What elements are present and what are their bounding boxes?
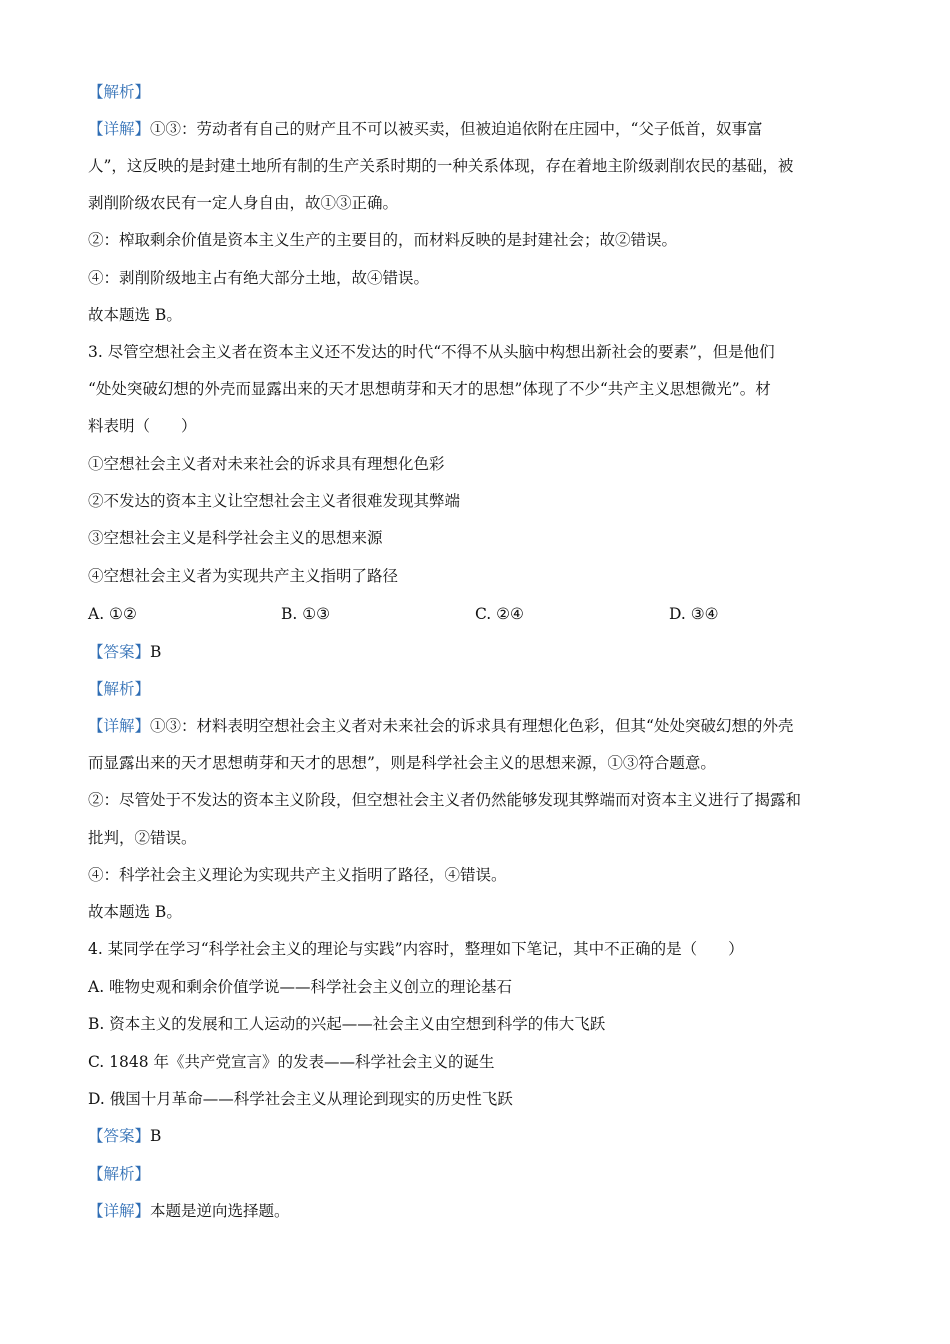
line-1: 【解析】 [88, 83, 151, 101]
q4-detail-line: 【详解】本题是逆向选择题。 [88, 1202, 290, 1220]
q4-option-b: B. 资本主义的发展和工人运动的兴起——社会主义由空想到科学的伟大飞跃 [88, 1015, 606, 1033]
line-6: ④：剥削阶级地主占有绝大部分土地，故④错误。 [88, 269, 430, 287]
option-c: C. ②④ [475, 605, 524, 623]
question-3-line-3: 料表明（ ） [88, 417, 197, 435]
option-d: D. ③④ [669, 605, 719, 623]
q4-option-c: C. 1848 年《共产党宣言》的发表——科学社会主义的诞生 [88, 1053, 495, 1071]
line-5: ②：榨取剩余价值是资本主义生产的主要目的，而材料反映的是封建社会；故②错误。 [88, 231, 678, 249]
detail-line-3: ②：尽管处于不发达的资本主义阶段，但空想社会主义者仍然能够发现其弊端而对资本主义进行了揭露和 [88, 791, 802, 809]
statement-2: ②不发达的资本主义让空想社会主义者很难发现其弊端 [88, 492, 461, 510]
question-3-line-1: 3. 尽管空想社会主义者在资本主义还不发达的时代“不得不从头脑中构想出新社会的要素”，但是他们 [88, 343, 775, 361]
line-2: 【详解】①③：劳动者有自己的财产且不可以被买卖，但被迫追依附在庄园中，“父子低首，奴事富 [88, 120, 763, 138]
detail-line-2: 而显露出来的天才思想萌芽和天才的思想”，则是科学社会主义的思想来源，①③符合题意。 [88, 754, 716, 772]
line-4: 剥削阶级农民有一定人身自由，故①③正确。 [88, 194, 399, 212]
question-3-line-2: “处处突破幻想的外壳而显露出来的天才思想萌芽和天才的思想”体现了不少“共产主义思想微光”。材 [88, 380, 771, 398]
statement-3: ③空想社会主义是科学社会主义的思想来源 [88, 529, 383, 547]
line-3: 人”，这反映的是封建土地所有制的生产关系时期的一种关系体现，存在着地主阶级剥削农民的基础，被 [88, 157, 794, 175]
analysis-heading: 【解析】 [88, 680, 151, 698]
detail-line-5: ④：科学社会主义理论为实现共产主义指明了路径，④错误。 [88, 866, 507, 884]
answer-line: 【答案】B [88, 643, 162, 661]
option-b: B. ①③ [281, 605, 331, 623]
q4-answer-line: 【答案】B [88, 1127, 162, 1145]
statement-1: ①空想社会主义者对未来社会的诉求具有理想化色彩 [88, 455, 445, 473]
q4-analysis-heading: 【解析】 [88, 1165, 151, 1183]
question-4-line: 4. 某同学在学习“科学社会主义的理论与实践”内容时，整理如下笔记，其中不正确的是（ ） [88, 940, 744, 958]
detail-line-6: 故本题选 B。 [88, 903, 182, 921]
option-a: A. ①② [88, 605, 137, 623]
statement-4: ④空想社会主义者为实现共产主义指明了路径 [88, 567, 399, 585]
q4-option-d: D. 俄国十月革命——科学社会主义从理论到现实的历史性飞跃 [88, 1090, 513, 1108]
q4-option-a: A. 唯物史观和剩余价值学说——科学社会主义创立的理论基石 [88, 978, 513, 996]
detail-line-4: 批判，②错误。 [88, 829, 197, 847]
line-7: 故本题选 B。 [88, 306, 182, 324]
detail-line-1: 【详解】①③：材料表明空想社会主义者对未来社会的诉求具有理想化色彩，但其“处处突破幻想的外壳 [88, 717, 794, 735]
